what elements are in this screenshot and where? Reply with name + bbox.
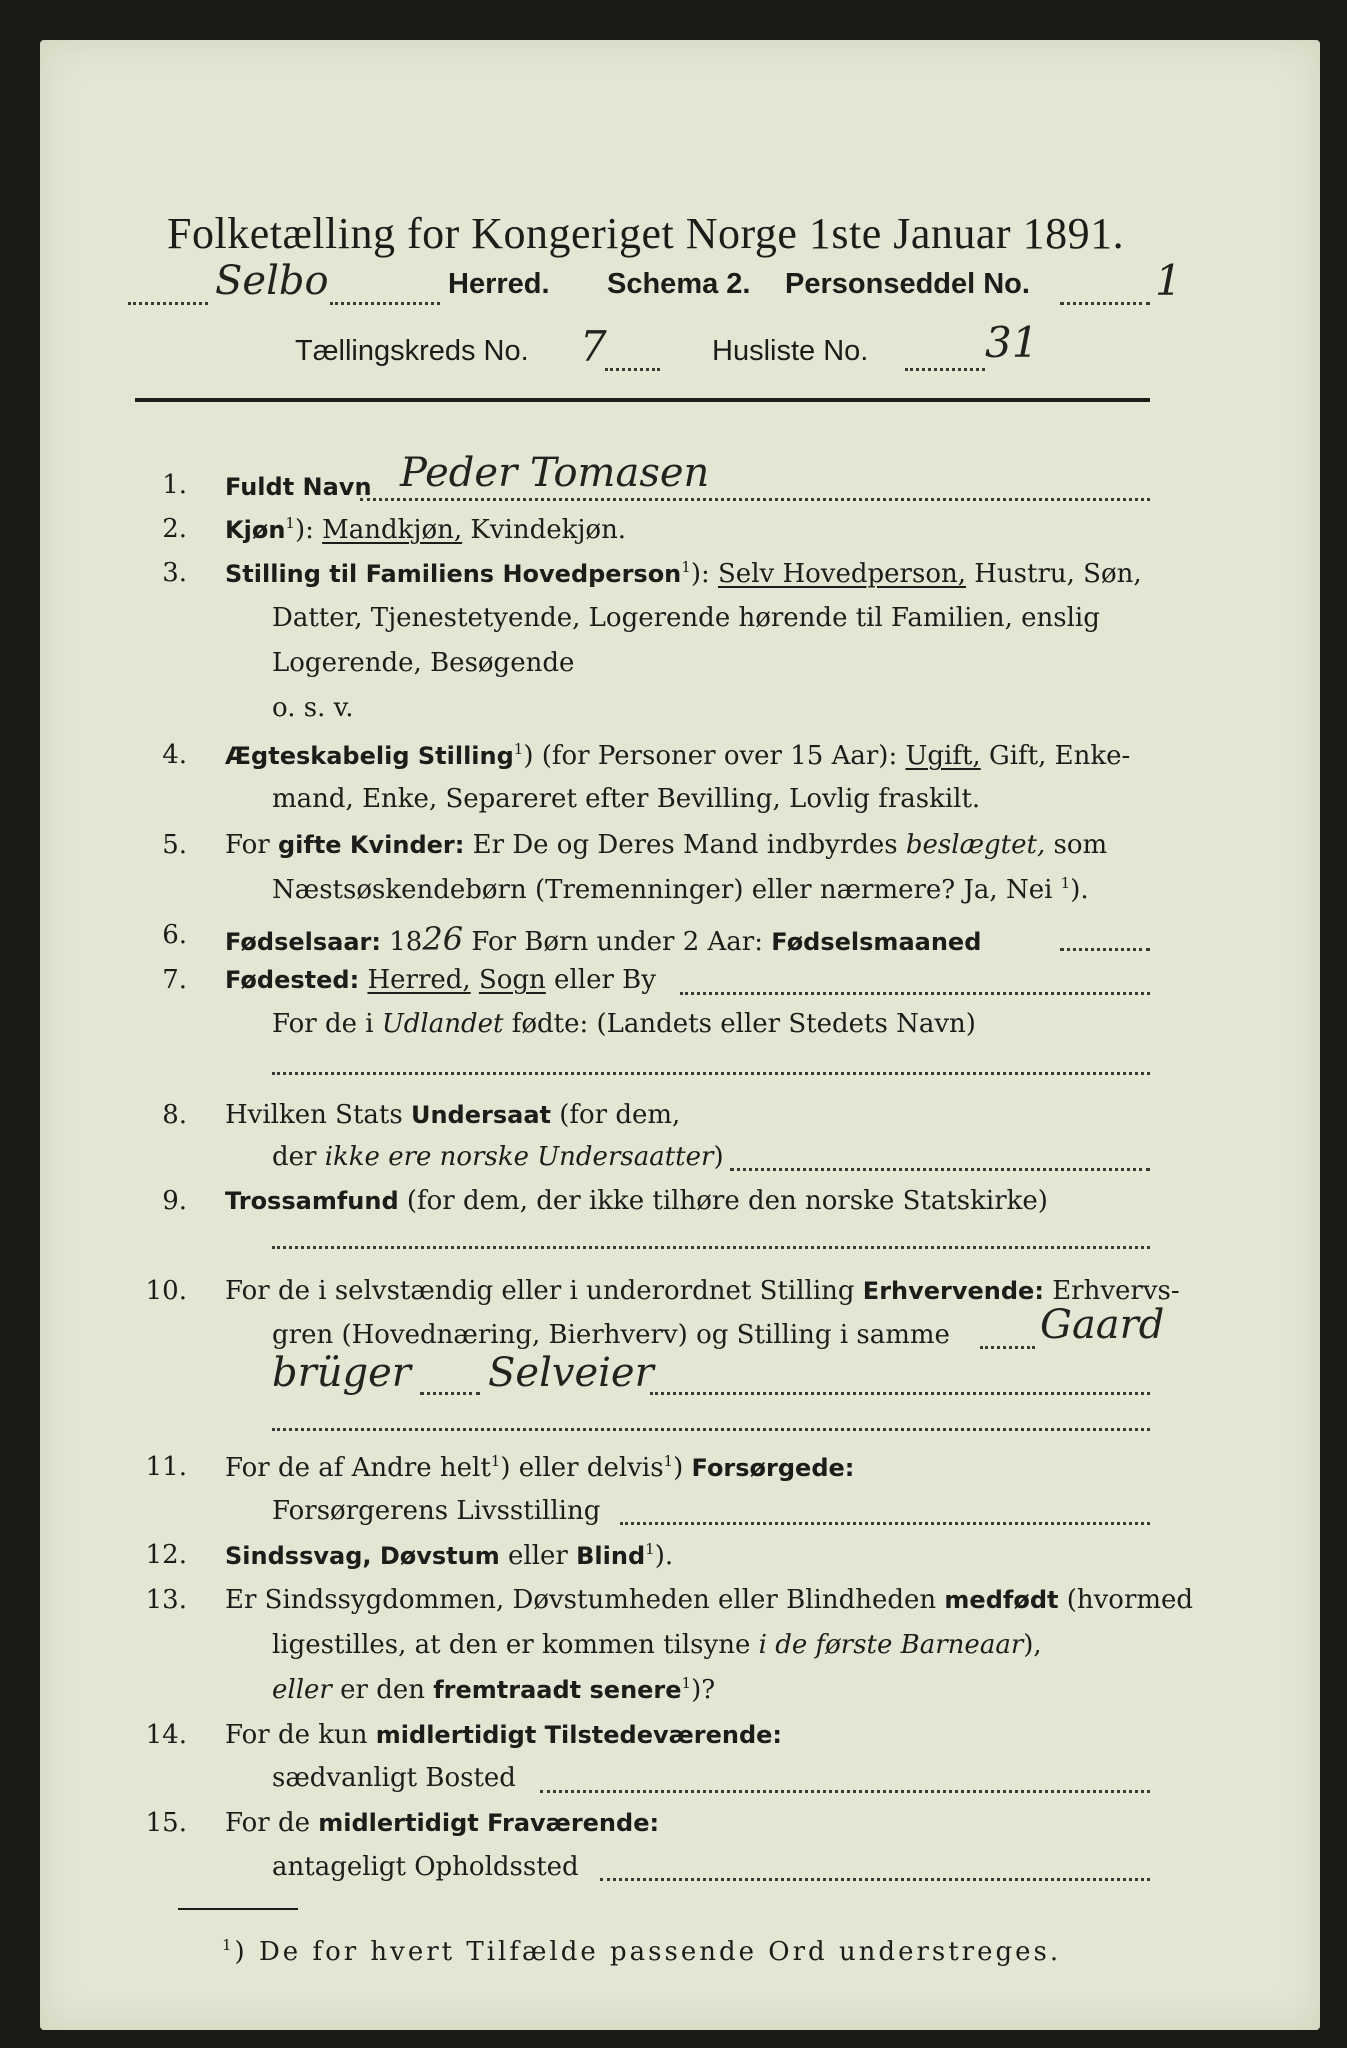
q10-value-bruger: brüger <box>272 1350 411 1396</box>
husliste-dots <box>905 368 985 371</box>
q15-pre: For de <box>225 1808 319 1838</box>
q5-number: 5. <box>162 830 187 860</box>
q10-label: Erhvervende: <box>862 1277 1044 1305</box>
q6-rest: For Børn under 2 Aar: <box>463 927 772 957</box>
q4-opt-ugift: Ugift, <box>905 741 981 771</box>
q10-line1 <box>225 1276 1180 1306</box>
q12-sup: 1 <box>645 1540 655 1558</box>
q9-dots <box>272 1246 1150 1249</box>
q6-label2: Fødselsmaaned <box>771 928 982 956</box>
q5-rest: Er De og Deres Mand indbyrdes <box>464 830 906 860</box>
q3-line1-rest: Hustru, Søn, <box>965 559 1142 589</box>
personseddel-label: Personseddel No. <box>785 268 1030 300</box>
q8-line2-italic: ikke ere norske Undersaatter <box>324 1142 714 1172</box>
q8-line1 <box>225 1100 680 1130</box>
q1-value: Peder Tomasen <box>400 450 710 496</box>
q11-number: 11. <box>145 1452 187 1482</box>
q7-dots <box>680 992 1150 995</box>
q1-label: Fuldt Navn <box>225 473 372 501</box>
header-rule <box>135 398 1150 402</box>
q14-dots <box>540 1790 1150 1793</box>
herred-value: Selbo <box>215 258 329 304</box>
q13-line3-end: )? <box>691 1675 716 1705</box>
q4-label: Ægteskabelig Stilling <box>225 742 514 770</box>
q3-rest: ): <box>690 559 718 589</box>
q13-number: 13. <box>145 1585 187 1615</box>
herred-label: Herred. <box>448 268 550 300</box>
q13-sup: 1 <box>681 1674 692 1692</box>
q7-dots-2 <box>272 1072 1150 1075</box>
q7-label: Fødested: <box>225 966 360 994</box>
census-form <box>40 40 1320 2030</box>
q5-line2-text: Næstsøskendebørn (Tremenninger) eller nærmere? Ja, Nei <box>272 875 1061 905</box>
q12-end: ). <box>654 1541 674 1571</box>
q5-sup: 1 <box>1060 874 1071 892</box>
q1-dots <box>360 498 1150 501</box>
q13-line2 <box>272 1630 1042 1660</box>
q11-dots <box>620 1522 1150 1525</box>
q13-line3 <box>272 1674 715 1705</box>
herred-dots <box>128 302 208 305</box>
q10-value-selveier: Selveier <box>488 1350 654 1396</box>
q10-dots-4 <box>272 1428 1150 1431</box>
q6-year-prefix: 18 <box>381 927 423 957</box>
q5-rest2: som <box>1045 830 1108 860</box>
q3-line2: Datter, Tjenestetyende, Logerende hørende til Familien, enslig <box>272 603 1100 633</box>
q9-line1 <box>225 1186 1048 1216</box>
q4-line2: mand, Enke, Separeret efter Bevilling, Lovlig fraskilt. <box>272 784 981 814</box>
q9-number: 9. <box>162 1186 187 1216</box>
q8-rest: (for dem, <box>550 1100 681 1130</box>
q10-dots-2 <box>420 1392 480 1395</box>
q11-sup1: 1 <box>490 1452 501 1470</box>
q13-line3-label: fremtraadt senere <box>433 1676 682 1704</box>
q12-line1 <box>225 1540 673 1571</box>
footnote <box>222 1936 1061 1967</box>
q3-line1 <box>225 558 1142 589</box>
q5-italic: beslægtet, <box>905 830 1046 860</box>
q9-label: Trossamfund <box>225 1187 399 1215</box>
q4-line1 <box>225 740 1130 771</box>
footnote-sup: 1 <box>222 1936 235 1954</box>
schema-label: Schema 2. <box>607 268 751 300</box>
form-title: Folketælling for Kongeriget Norge 1ste Januar 1891. <box>167 209 1125 258</box>
husliste-value: 31 <box>985 318 1039 367</box>
q6-label: Fødselsaar: <box>225 928 381 956</box>
q14-line1 <box>225 1720 782 1750</box>
q3-opt-selv: Selv Hovedperson, <box>718 559 966 589</box>
q8-dots <box>730 1168 1150 1171</box>
q13-line2-italic: i de første Barneaar <box>758 1630 1024 1660</box>
q4-rest: ) (for Personer over 15 Aar): <box>523 741 906 771</box>
q14-number: 14. <box>145 1720 187 1750</box>
q11-line2: Forsørgerens Livsstilling <box>272 1496 601 1526</box>
q14-line2: sædvanligt Bosted <box>272 1763 516 1793</box>
q12-rest: eller <box>499 1541 577 1571</box>
q13-line2a: ligestilles, at den er kommen tilsyne <box>272 1630 759 1660</box>
q15-label: midlertidigt Fraværende: <box>318 1809 660 1837</box>
q10-dots-3 <box>650 1392 1150 1395</box>
q7-rest: eller By <box>545 965 656 995</box>
q2-label: Kjøn <box>225 516 286 544</box>
q7-line2 <box>272 1009 976 1039</box>
q10-pre: For de i selvstændig eller i underordnet Stilling <box>225 1276 863 1306</box>
q11-line1 <box>225 1452 854 1483</box>
q7-line1 <box>225 965 656 995</box>
q7-opt-herred: Herred, <box>367 965 471 995</box>
q4-sup: 1 <box>513 740 524 758</box>
q13-pre: Er Sindssygdommen, Døvstumheden eller Blindheden <box>225 1585 945 1615</box>
husliste-label: Husliste No. <box>712 335 869 367</box>
q8-pre: Hvilken Stats <box>225 1100 411 1130</box>
q6-number: 6. <box>162 920 187 950</box>
q13-line3-italic: eller <box>272 1675 332 1705</box>
kreds-label: Tællingskreds No. <box>295 335 529 367</box>
q2-opt-kvindekjon: Kvindekjøn. <box>462 515 627 545</box>
q10-number: 10. <box>145 1276 187 1306</box>
q10-dots <box>980 1346 1035 1349</box>
q3-line4: o. s. v. <box>272 693 354 723</box>
q2-sup: 1 <box>285 514 295 532</box>
q7-line2-italic: Udlandet <box>381 1009 504 1039</box>
q12-label2: Blind <box>576 1542 646 1570</box>
q4-line1-rest: Gift, Enke- <box>980 741 1131 771</box>
q15-number: 15. <box>145 1808 187 1838</box>
q7-number: 7. <box>162 965 187 995</box>
q3-sup: 1 <box>681 558 691 576</box>
q2-text <box>225 514 626 545</box>
q1-number: 1. <box>162 470 187 500</box>
q15-dots <box>600 1878 1150 1881</box>
q3-number: 3. <box>162 558 187 588</box>
q3-label: Stilling til Familiens Hovedperson <box>225 560 682 588</box>
q5-pre: For <box>225 830 278 860</box>
q11-sup2: 1 <box>663 1452 674 1470</box>
q5-label: gifte Kvinder: <box>277 831 465 859</box>
q3-line3: Logerende, Besøgende <box>272 648 575 678</box>
q6-year-value: 26 <box>422 920 464 958</box>
q8-line2b: ) <box>713 1142 724 1172</box>
q5-line2-end: ). <box>1070 875 1089 905</box>
herred-dots-2 <box>330 302 440 305</box>
q11-mid: ) eller delvis <box>500 1453 664 1483</box>
q2-number: 2. <box>162 514 187 544</box>
q5-line2 <box>272 874 1089 905</box>
q10-line2: gren (Hovednæring, Bierhverv) og Stilling i samme <box>272 1320 950 1350</box>
q5-line1 <box>225 830 1107 860</box>
personseddel-value: 1 <box>1155 256 1182 305</box>
q14-pre: For de kun <box>225 1720 376 1750</box>
q8-label: Undersaat <box>410 1101 551 1129</box>
q13-label: medfødt <box>944 1586 1059 1614</box>
q13-line2b: ), <box>1023 1630 1042 1660</box>
q15-line2: antageligt Opholdssted <box>272 1852 579 1882</box>
q2-opt-mandkjon: Mandkjøn, <box>322 515 463 545</box>
q2-rest: ): <box>294 515 323 545</box>
footnote-text: ) De for hvert Tilfælde passende Ord understreges. <box>234 1937 1062 1967</box>
q8-line2a: der <box>272 1142 325 1172</box>
kreds-value: 7 <box>580 322 607 371</box>
q8-number: 8. <box>162 1100 187 1130</box>
q6-dots <box>1060 948 1150 951</box>
q11-label: Forsørgede: <box>691 1454 855 1482</box>
personseddel-dots <box>1060 302 1150 305</box>
q12-label: Sindssvag, Døvstum <box>225 1542 500 1570</box>
q11-pre: For de af Andre helt <box>225 1453 491 1483</box>
q6-line1 <box>225 920 981 958</box>
q14-label: midlertidigt Tilstedeværende: <box>375 1721 783 1749</box>
q9-rest: (for dem, der ikke tilhøre den norske Statskirke) <box>398 1186 1048 1216</box>
q15-line1 <box>225 1808 659 1838</box>
q13-rest: (hvormed <box>1058 1585 1194 1615</box>
q4-number: 4. <box>162 740 187 770</box>
q11-mid2: ) <box>673 1453 692 1483</box>
q10-value-gaard: Gaard <box>1040 1302 1165 1348</box>
kreds-dots <box>605 368 660 371</box>
q10-rest: Erhvervs- <box>1043 1276 1180 1306</box>
q8-line2 <box>272 1142 724 1172</box>
footnote-rule <box>178 1908 298 1910</box>
q13-line3a: er den <box>331 1675 434 1705</box>
q7-line2b: fødte: (Landets eller Stedets Navn) <box>503 1009 976 1039</box>
q12-number: 12. <box>145 1540 187 1570</box>
q13-line1 <box>225 1585 1193 1615</box>
q7-line2a: For de i <box>272 1009 382 1039</box>
q7-opt-sogn: Sogn <box>478 965 546 995</box>
